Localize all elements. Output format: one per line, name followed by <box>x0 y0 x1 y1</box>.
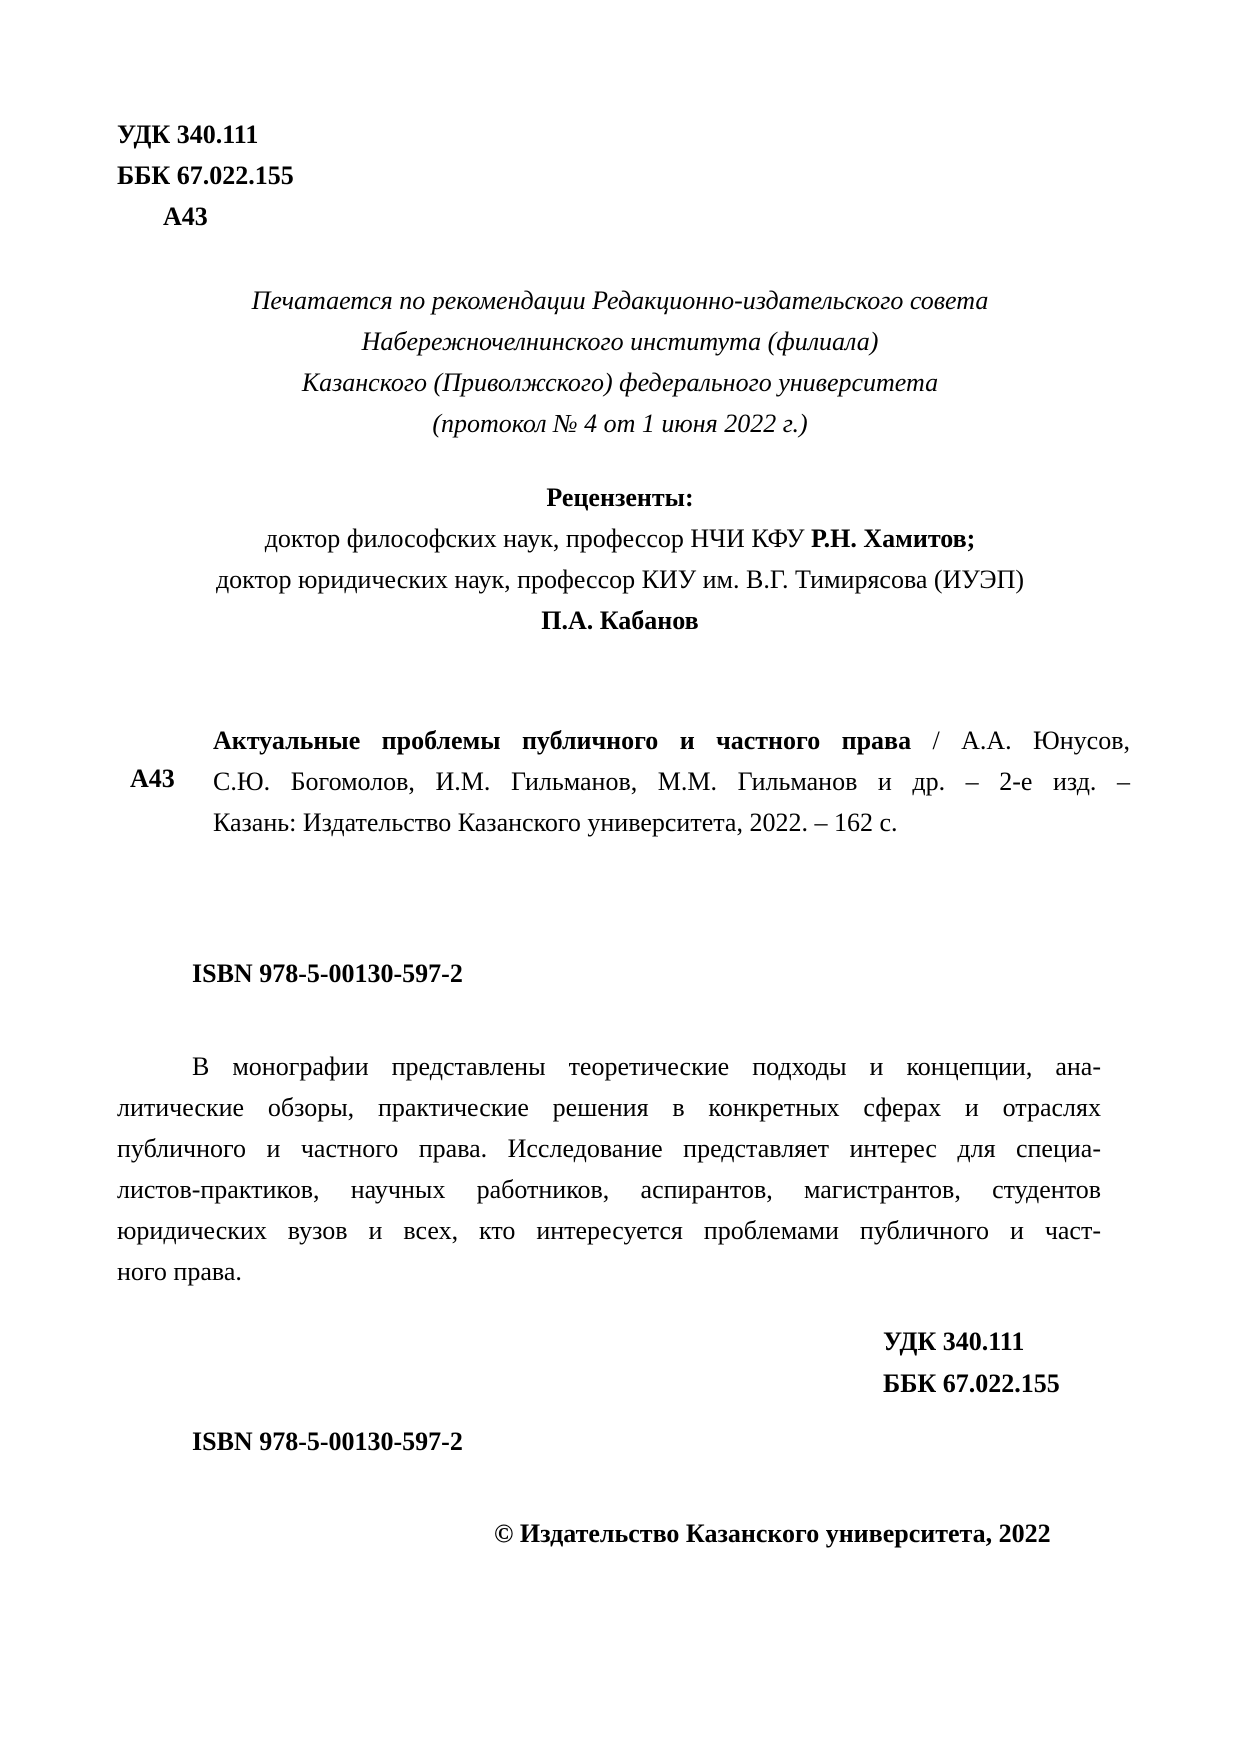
bbk-code-bottom: ББК 67.022.155 <box>883 1369 1060 1398</box>
reviewer-1-credentials: доктор философских наук, профессор НЧИ КФУ <box>264 524 811 553</box>
biblio-description <box>213 720 1130 843</box>
udk-code-top: УДК 340.111 <box>117 120 259 149</box>
annotation-line: юридических вузов и всех, кто интересуется проблемами публичного и част- <box>117 1216 1101 1245</box>
udk-code-bottom: УДК 340.111 <box>883 1327 1025 1356</box>
biblio-line-3: Казань: Издательство Казанского университета, 2022. – 162 с. <box>213 808 898 837</box>
reviewers-block <box>120 477 1120 641</box>
annotation <box>117 1046 1101 1292</box>
annotation-line: литические обзоры, практические решения в конкретных сферах и отраслях <box>117 1093 1101 1122</box>
biblio-line-1 <box>213 720 1130 761</box>
reviewer-1 <box>120 518 1120 559</box>
annotation-line: публичного и частного права. Исследование представляет интерес для специа- <box>117 1134 1101 1163</box>
reviewers-heading: Рецензенты: <box>546 483 694 512</box>
isbn-top: ISBN 978-5-00130-597-2 <box>192 959 463 988</box>
annotation-line: листов-практиков, научных работников, аспирантов, магистрантов, студентов <box>117 1175 1101 1204</box>
biblio-line-2: С.Ю. Богомолов, И.М. Гильманов, М.М. Гильманов и др. – 2-е изд. – <box>213 767 1130 796</box>
copyright-notice: © Издательство Казанского университета, 2022 <box>494 1519 1051 1548</box>
publication-recommendation <box>150 280 1090 444</box>
isbn-bottom: ISBN 978-5-00130-597-2 <box>192 1427 463 1456</box>
book-title: Актуальные проблемы публичного и частного права <box>213 726 912 755</box>
author-sign-top: А43 <box>163 202 208 231</box>
recommendation-line: (протокол № 4 от 1 июня 2022 г.) <box>432 409 808 438</box>
biblio-author-sign: А43 <box>130 764 175 793</box>
bbk-code-top: ББК 67.022.155 <box>117 161 294 190</box>
annotation-line: В монографии представлены теоретические подходы и концепции, ана- <box>192 1052 1101 1081</box>
recommendation-line: Набережночелнинского института (филиала) <box>361 327 879 356</box>
biblio-authors-start: / А.А. Юнусов, <box>911 726 1130 755</box>
reviewer-1-name: Р.Н. Хамитов; <box>811 524 976 553</box>
annotation-line: ного права. <box>117 1257 242 1286</box>
reviewer-2-name: П.А. Кабанов <box>541 606 699 635</box>
recommendation-line: Печатается по рекомендации Редакционно-издательского совета <box>251 286 989 315</box>
recommendation-line: Казанского (Приволжского) федерального университета <box>301 368 939 397</box>
reviewer-2-credentials: доктор юридических наук, профессор КИУ им. В.Г. Тимирясова (ИУЭП) <box>215 565 1025 594</box>
